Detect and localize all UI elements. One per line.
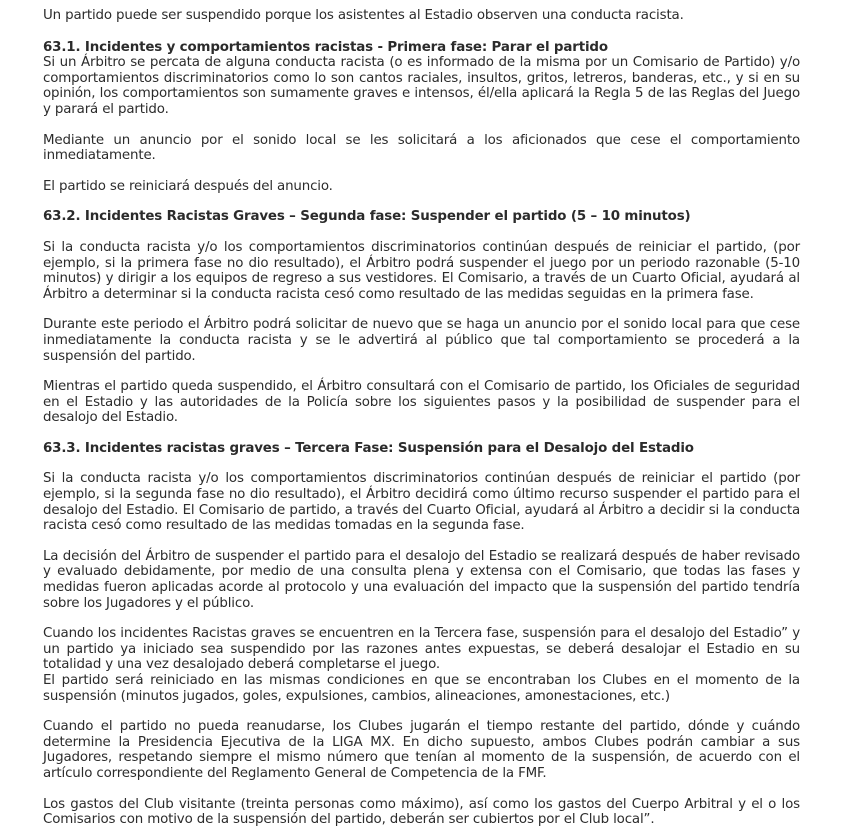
document-page — [43, 8, 800, 828]
intro-paragraph: Un partido puede ser suspendido porque los asistentes al Estadio observen una conducta racista. — [43, 8, 684, 23]
section-63-2-paragraph-2: Durante este periodo el Árbitro podrá solicitar de nuevo que se haga un anuncio por el sonido local para que cese inmediatamente la conducta racista y se le advertirá al público que tal comportamiento se procederá a la suspensión del partido. — [43, 317, 800, 364]
section-63-2-paragraph-3: Mientras el partido queda suspendido, el Árbitro consultará con el Comisario de partido, los Oficiales de seguridad en el Estadio y las autoridades de la Policía sobre los siguientes pasos y la posibilidad de suspender para el desalojo del Estadio. — [43, 379, 800, 426]
section-63-3-paragraph-5: Cuando el partido no pueda reanudarse, los Clubes jugarán el tiempo restante del partido, dónde y cuándo determine la Presidencia Ejecutiva de la LIGA MX. En dicho supuesto, ambos Clubes podrán cambiar a sus Jugadores, respetando siempre el mismo número que tenían al momento de la suspensión, de acuerdo con el artículo correspondiente del Reglamento General de Competencia de la FMF. — [43, 719, 800, 781]
section-63-3-paragraph-6: Los gastos del Club visitante (treinta personas como máximo), así como los gastos del Cuerpo Arbitral y el o los Comisarios con motivo de la suspensión del partido, deberán ser cubiertos por el Club local”. — [43, 796, 800, 828]
section-63-1-paragraph-1: Si un Árbitro se percata de alguna conducta racista (o es informado de la misma por un Comisario de Partido) y/o comportamientos discriminatorios como lo son cantos raciales, insultos, gritos, letreros, banderas, etc., y si en su opinión, los comportamientos son sumamente graves e intensos, él/ella aplicará la Regla 5 de las Reglas del Juego y parará el partido. — [43, 55, 800, 117]
section-63-3-paragraph-4: El partido será reiniciado en las mismas condiciones en que se encontraban los Clubes en el momento de la suspensión (minutos jugados, goles, expulsiones, cambios, alineaciones, amonestaciones, etc.) — [43, 673, 800, 704]
section-63-1-heading: 63.1. Incidentes y comportamientos racistas - Primera fase: Parar el partido — [43, 39, 608, 55]
section-63-3-paragraph-3: Cuando los incidentes Racistas graves se encuentren en la Tercera fase, suspensión para el desalojo del Estadio” y un partido ya iniciado sea suspendido por las razones antes expuestas, se deberá desalojar el Estadio en su totalidad y una vez desalojado deberá completarse el juego. — [43, 626, 800, 673]
section-63-3-paragraph-1: Si la conducta racista y/o los comportamientos discriminatorios continúan después de reiniciar el partido (por ejemplo, si la segunda fase no dio resultado), el Árbitro decidirá como último recurso suspender el partido para el desalojo del Estadio. El Comisario de partido, a través del Cuarto Oficial, ayudará al Árbitro a decidir si la conducta racista cesó como resultado de las medidas tomadas en la segunda fase. — [43, 471, 800, 534]
section-63-3-heading: 63.3. Incidentes racistas graves – Tercera Fase: Suspensión para el Desalojo del Estadio — [43, 440, 694, 456]
section-63-1-paragraph-2: Mediante un anuncio por el sonido local se les solicitará a los aficionados que cese el comportamiento inmediatamente. — [43, 132, 800, 164]
section-63-3-paragraph-2: La decisión del Árbitro de suspender el partido para el desalojo del Estadio se realizará después de haber revisado y evaluado debidamente, por medio de una consulta plena y extensa con el Comisario, que todas las fases y medidas fueron aplicadas acorde al protocolo y una evaluación del impacto que la suspensión del partido tendría sobre los Jugadores y el público. — [43, 548, 800, 611]
section-63-2-paragraph-1: Si la conducta racista y/o los comportamientos discriminatorios continúan después de reiniciar el partido, (por ejemplo, si la primera fase no dio resultado), el Árbitro podrá suspender el juego por un periodo razonable (5-10 minutos) y dirigir a los equipos de regreso a sus vestidores. El Comisario, a través de un Cuarto Oficial, ayudará al Árbitro a determinar si la conducta racista cesó como resultado de las medidas seguidas en la primera fase. — [43, 239, 800, 302]
section-63-2-heading: 63.2. Incidentes Racistas Graves – Segunda fase: Suspender el partido (5 – 10 minutos) — [43, 209, 691, 225]
section-63-1-paragraph-3: El partido se reiniciará después del anuncio. — [43, 178, 333, 194]
